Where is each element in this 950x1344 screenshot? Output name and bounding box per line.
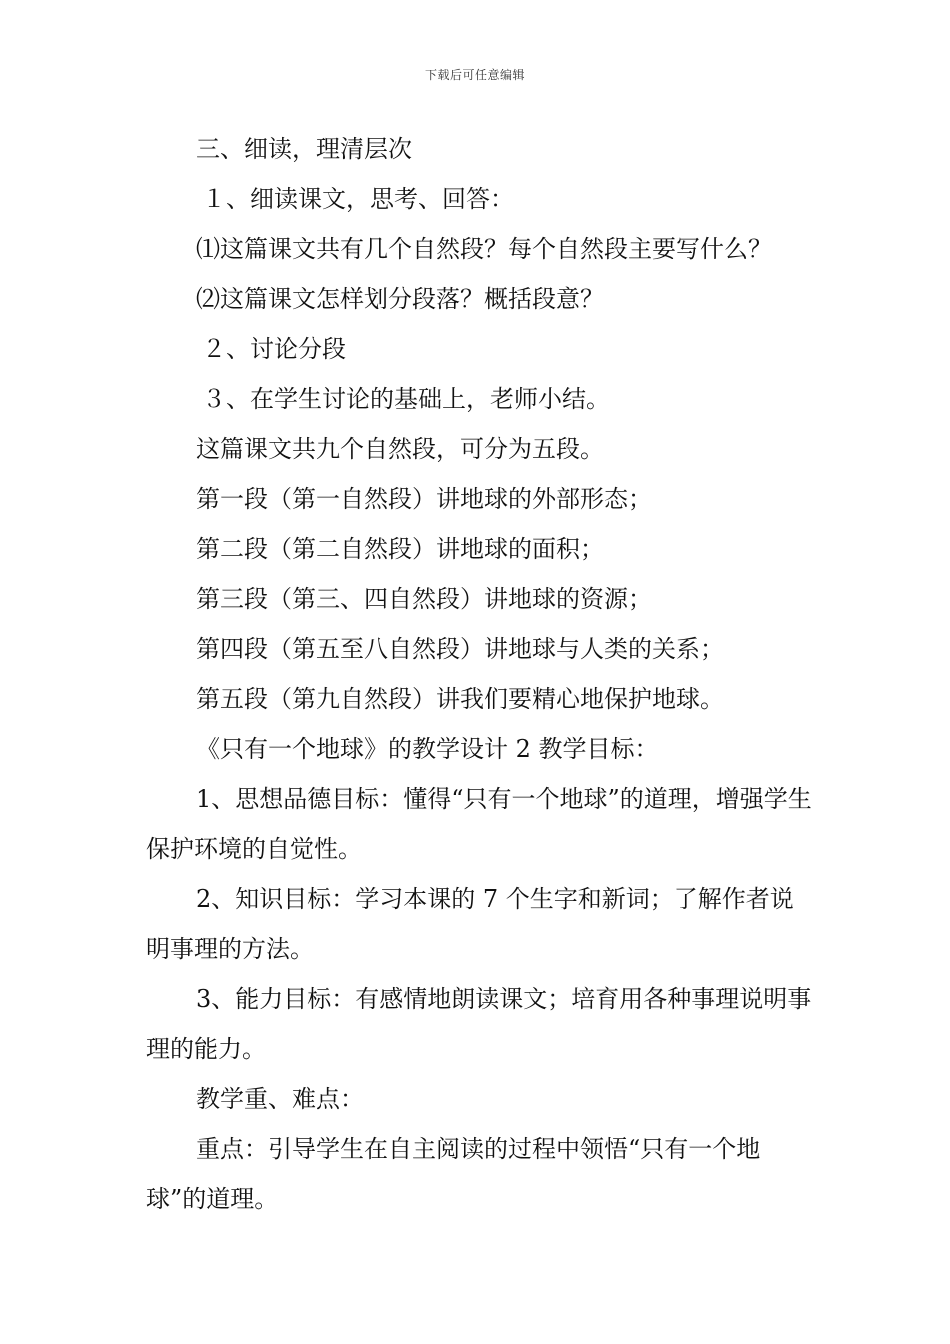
paragraph: ２、讨论分段 — [202, 335, 346, 363]
document-body — [146, 124, 816, 1224]
paragraph: 教学重、难点： — [196, 1085, 364, 1113]
paragraph: ⑴这篇课文共有几个自然段？每个自然段主要写什么？ — [196, 235, 772, 263]
paragraph: 2、知识目标：学习本课的 7 个生字和新词；了解作者说明事理的方法。 — [146, 885, 794, 963]
paragraph: 这篇课文共九个自然段，可分为五段。 — [196, 435, 604, 463]
paragraph: 第一段（第一自然段）讲地球的外部形态； — [196, 485, 652, 513]
section-heading: 《只有一个地球》的教学设计 2 教学目标： — [196, 735, 659, 763]
paragraph: １、细读课文，思考、回答： — [202, 185, 514, 213]
paragraph: 第三段（第三、四自然段）讲地球的资源； — [196, 585, 652, 613]
paragraph: 第二段（第二自然段）讲地球的面积； — [196, 535, 604, 563]
paragraph: 1、思想品德目标：懂得“只有一个地球”的道理，增强学生保护环境的自觉性。 — [146, 785, 812, 863]
paragraph: 第四段（第五至八自然段）讲地球与人类的关系； — [196, 635, 724, 663]
paragraph: 3、能力目标：有感情地朗读课文；培育用各种事理说明事理的能力。 — [146, 985, 812, 1063]
paragraph: ⑵这篇课文怎样划分段落？概括段意？ — [196, 285, 604, 313]
section-heading: 三、细读，理清层次 — [196, 135, 412, 163]
paragraph: 第五段（第九自然段）讲我们要精心地保护地球。 — [196, 685, 724, 713]
page-header: 下载后可任意编辑 — [424, 68, 525, 82]
paragraph: ３、在学生讨论的基础上，老师小结。 — [202, 385, 610, 413]
paragraph: 重点：引导学生在自主阅读的过程中领悟“只有一个地球”的道理。 — [146, 1135, 761, 1213]
